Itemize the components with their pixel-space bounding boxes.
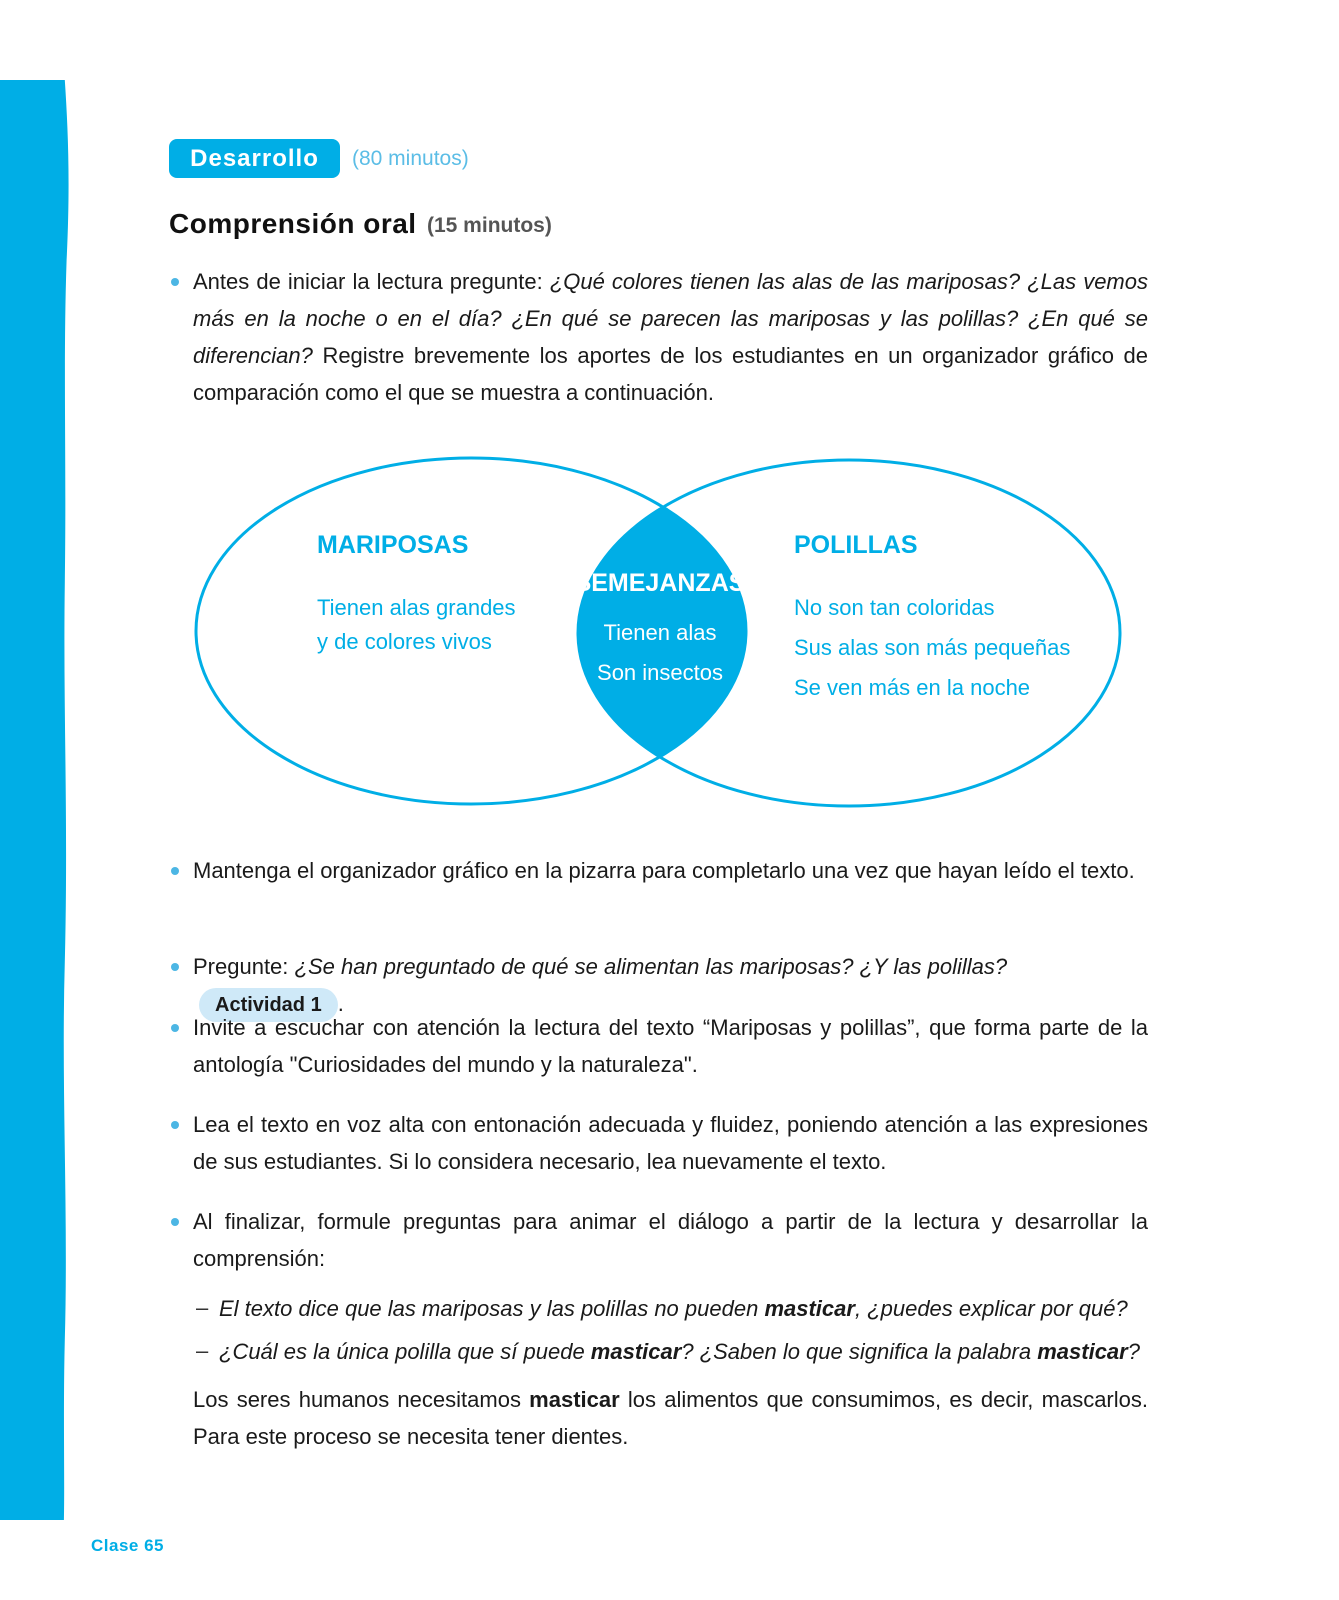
- subquestion-1: [219, 1290, 1128, 1327]
- intro-lead: Antes de iniciar la lectura pregunte:: [193, 269, 550, 294]
- bullet-2-question: ¿Se han preguntado de qué se alimentan las mariposas? ¿Y las polillas?: [294, 954, 1008, 979]
- venn-left-item: y de colores vivos: [317, 629, 492, 654]
- venn-right-item: Se ven más en la noche: [794, 675, 1031, 700]
- intro-questions: ¿Qué colores tienen las alas de las mariposas? ¿Las vemos más en la noche o en el día? ¿En qué se parecen las mariposas y las polillas? ¿En qué se diferencian?: [193, 269, 1148, 368]
- class-label: Clase 65: [91, 1536, 164, 1555]
- bullet-3: Invite a escuchar con atención la lectura del texto “Mariposas y polillas”, que forma parte de la antología "Curiosidades del mundo y la naturaleza".: [193, 1015, 1148, 1077]
- activity-badge: Actividad 1: [199, 988, 338, 1022]
- venn-left-item: Tienen alas grandes: [317, 595, 516, 620]
- bullet-5: Al finalizar, formule preguntas para animar el diálogo a partir de la lectura y desarrollar la comprensión:: [193, 1209, 1148, 1271]
- venn-center-item: Tienen alas: [603, 620, 717, 645]
- section-title: Desarrollo: [169, 139, 340, 178]
- keyword: masticar: [590, 1339, 682, 1364]
- closing-text: los alimentos que consumimos, es decir, mascarlos. Para este proceso se necesita tener dientes.: [193, 1387, 1148, 1449]
- subquestion-text: , ¿puedes explicar por qué?: [854, 1296, 1128, 1321]
- bullet-2-tail: .: [337, 991, 344, 1016]
- bullet-dot: [171, 963, 179, 971]
- bullet-dot: [171, 867, 179, 875]
- venn-right-title: POLILLAS: [794, 531, 918, 559]
- subquestion-text: El texto dice que las mariposas y las polillas no pueden: [219, 1296, 765, 1321]
- closing-paragraph: [193, 1381, 1148, 1455]
- keyword: masticar: [764, 1296, 855, 1321]
- closing-text: Los seres humanos necesitamos: [193, 1387, 530, 1412]
- page-number: 280: [18, 1533, 54, 1556]
- bullet-1: Mantenga el organizador gráfico en la pizarra para completarlo una vez que hayan leído el texto.: [193, 858, 1135, 883]
- venn-center-title: SEMEJANZAS: [574, 569, 746, 597]
- subsection-title: Comprensión oral: [169, 208, 417, 239]
- keyword: masticar: [529, 1387, 620, 1412]
- subquestion-text: ?: [1127, 1339, 1140, 1364]
- bullet-dot: [171, 1218, 179, 1226]
- venn-left-title: MARIPOSAS: [317, 531, 469, 559]
- section-time: (80 minutos): [352, 147, 469, 170]
- subquestion-text: ? ¿Saben lo que significa la palabra: [681, 1339, 1038, 1364]
- keyword: masticar: [1037, 1339, 1128, 1364]
- subquestion-text: ¿Cuál es la única polilla que sí puede: [219, 1339, 591, 1364]
- venn-center-item: Son insectos: [597, 660, 723, 685]
- subsection-time: (15 minutos): [427, 214, 552, 237]
- venn-right-item: No son tan coloridas: [794, 595, 995, 620]
- intro-tail: Registre brevemente los aportes de los estudiantes en un organizador gráfico de comparación como el que se muestra a continuación.: [193, 343, 1148, 405]
- bullet-dot: [171, 1024, 179, 1032]
- bullet-4: Lea el texto en voz alta con entonación adecuada y fluidez, poniendo atención a las expresiones de sus estudiantes. Si lo considera necesario, lea nuevamente el texto.: [193, 1112, 1148, 1174]
- bullet-2-lead: Pregunte:: [193, 954, 295, 979]
- dash-marker: –: [196, 1338, 209, 1363]
- bullet-dot: [171, 1121, 179, 1129]
- dash-marker: –: [196, 1295, 209, 1320]
- venn-right-item: Sus alas son más pequeñas: [794, 635, 1071, 660]
- subquestion-2: [219, 1333, 1140, 1370]
